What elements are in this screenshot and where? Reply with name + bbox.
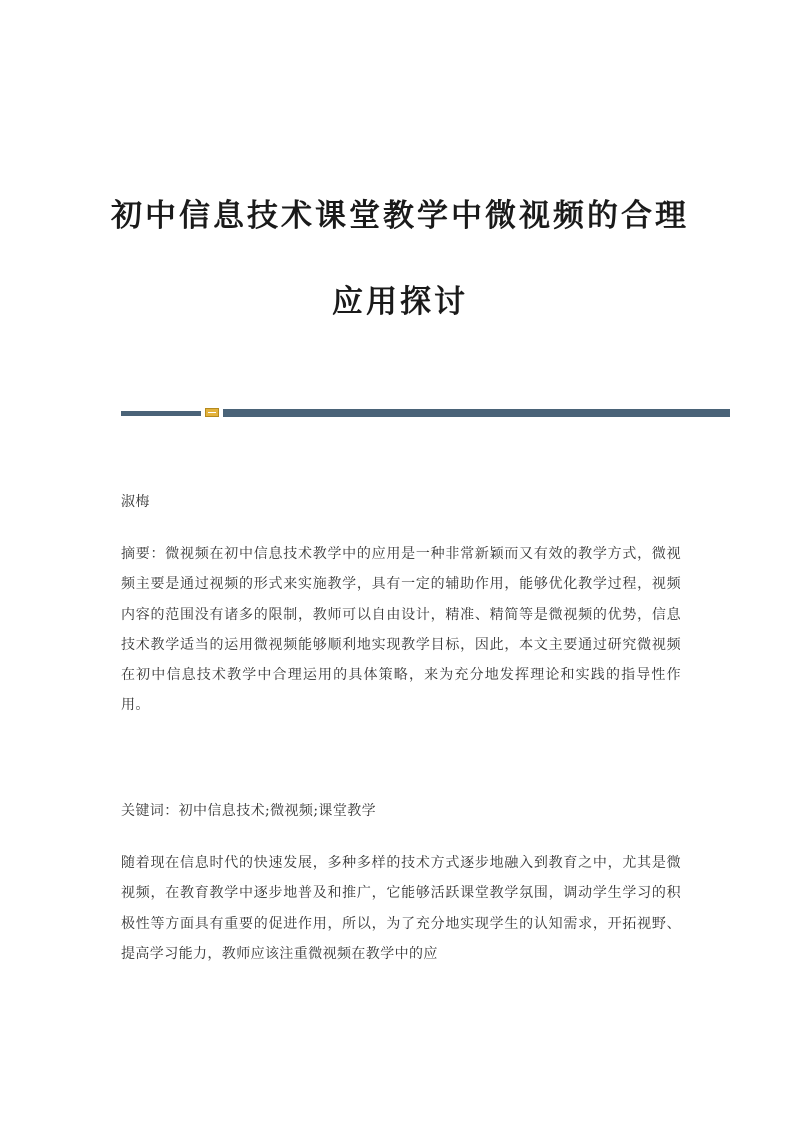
divider-emblem-icon bbox=[205, 408, 219, 417]
divider-bar-left bbox=[121, 411, 201, 416]
document-title-line-2: 应用探讨 bbox=[332, 284, 468, 320]
keywords-line: 关键词：初中信息技术;微视频;课堂教学 bbox=[121, 803, 377, 819]
body-paragraph: 随着现在信息时代的快速发展，多种多样的技术方式逐步地融入到教育之中，尤其是微视频，在教育教学中逐步地普及和推广，它能够活跃课堂教学氛围，调动学生学习的积极性等方面具有重要的促进作用，所以，为了充分地实现学生的认知需求，开拓视野、提高学习能力，教师应该注重微视频在教学中的应 bbox=[121, 855, 681, 962]
author-name: 淑梅 bbox=[121, 494, 150, 510]
divider-bar-right bbox=[223, 409, 730, 417]
document-title-line-1: 初中信息技术课堂教学中微视频的合理 bbox=[111, 198, 689, 234]
title-divider bbox=[121, 408, 730, 417]
abstract-paragraph: 摘要：微视频在初中信息技术教学中的应用是一种非常新颖而又有效的教学方式，微视频主要是通过视频的形式来实施教学，具有一定的辅助作用，能够优化教学过程，视频内容的范围没有诸多的限制，教师可以自由设计，精准、精简等是微视频的优势，信息技术教学适当的运用微视频能够顺利地实现教学目标，因此，本文主要通过研究微视频在初中信息技术教学中合理运用的具体策略，来为充分地发挥理论和实践的指导性作用。 bbox=[121, 546, 681, 714]
